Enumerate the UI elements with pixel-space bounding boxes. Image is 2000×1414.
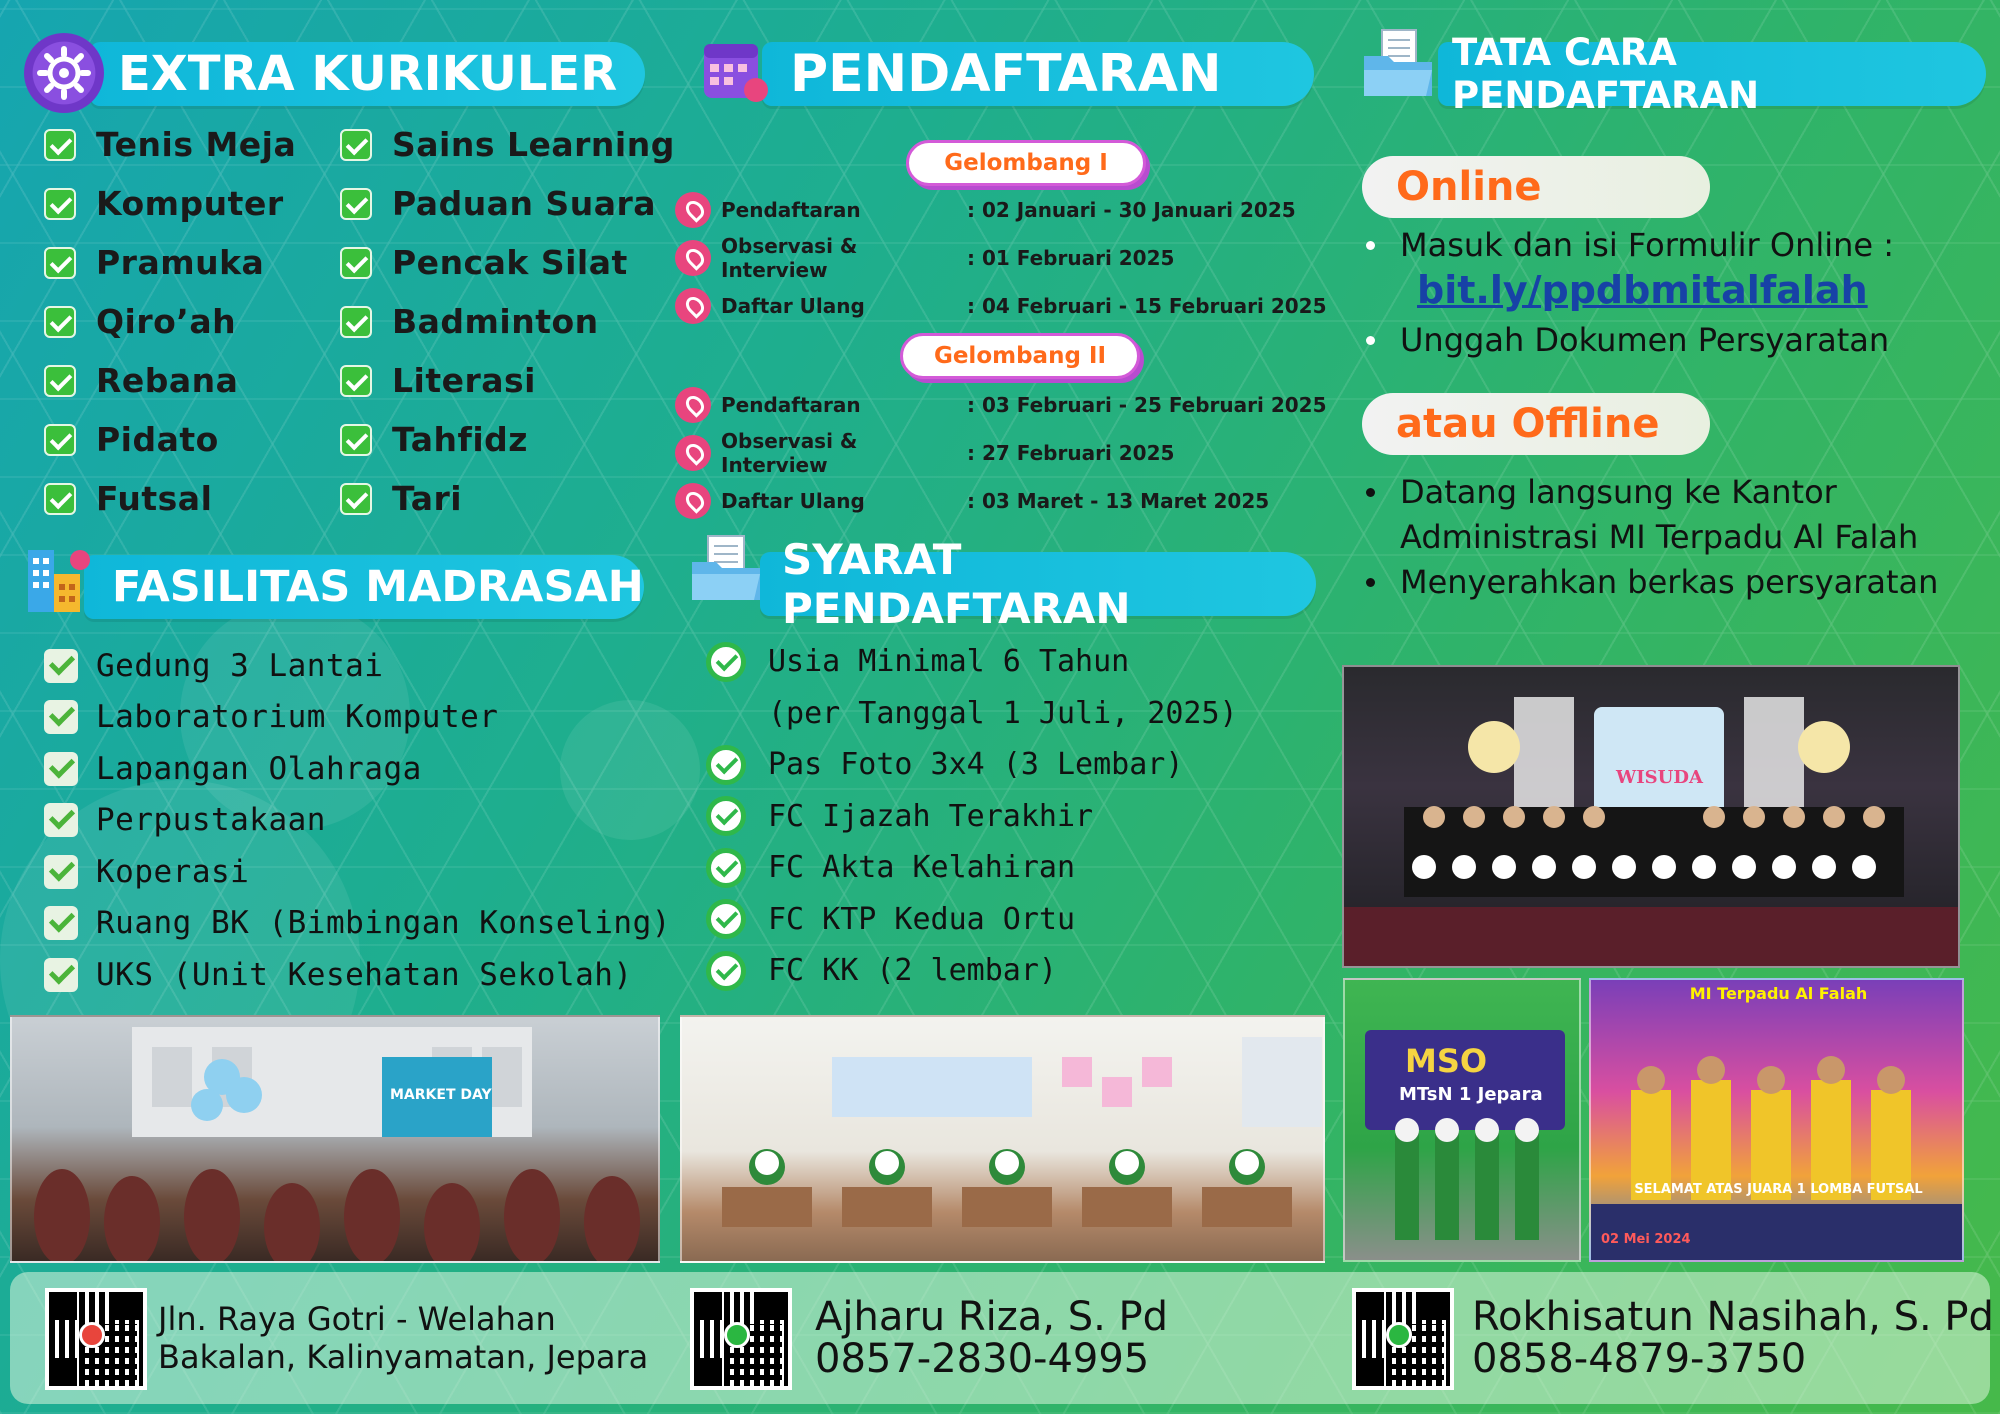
list-item — [340, 351, 675, 410]
check-circle-icon — [706, 745, 746, 785]
check-icon — [44, 649, 78, 683]
check-icon — [44, 188, 76, 220]
futsal-award-photo — [1589, 978, 1964, 1262]
check-icon — [340, 306, 372, 338]
schedule-row — [675, 234, 1327, 282]
schedule-value: : 04 Februari - 15 Februari 2025 — [967, 294, 1327, 318]
schedule-value: : 03 Februari - 25 Februari 2025 — [967, 393, 1327, 417]
futsal-date: 02 Mei 2024 — [1601, 1232, 1691, 1247]
online-steps-2 — [1360, 318, 1980, 363]
address-line-2: Bakalan, Kalinyamatan, Jepara — [158, 1338, 649, 1376]
check-circle-icon — [706, 796, 746, 836]
item-label: Literasi — [392, 361, 536, 400]
schedule-row — [675, 186, 1327, 234]
gear-icon — [24, 33, 104, 113]
check-icon — [44, 855, 78, 889]
online-label: Online — [1362, 156, 1710, 218]
whatsapp-icon — [1386, 1322, 1412, 1348]
item-label: Koperasi — [96, 853, 250, 890]
schedule-row — [675, 429, 1327, 477]
wave-2-schedule — [675, 381, 1327, 525]
wisuda-banner: WISUDA — [1616, 767, 1703, 788]
syarat-title: SYARAT PENDAFTARAN — [760, 552, 1316, 616]
list-item — [706, 791, 1238, 843]
item-label: Badminton — [392, 302, 599, 341]
check-icon — [44, 803, 78, 837]
check-icon — [340, 188, 372, 220]
check-icon — [340, 129, 372, 161]
schedule-value: : 03 Maret - 13 Maret 2025 — [967, 489, 1270, 513]
schedule-label: Pendaftaran — [721, 393, 861, 417]
item-label: Usia Minimal 6 Tahun — [768, 644, 1130, 680]
item-label: Futsal — [96, 479, 213, 518]
schedule-value: : 01 Februari 2025 — [967, 246, 1175, 270]
item-label: Pencak Silat — [392, 243, 628, 282]
item-label: Komputer — [96, 184, 284, 223]
syarat-list — [706, 636, 1238, 997]
pin-icon — [675, 192, 711, 228]
list-item — [44, 351, 296, 410]
offline-label: atau Offline — [1362, 393, 1710, 455]
contact-1 — [815, 1296, 1168, 1380]
list-item: Masuk dan isi Formulir Online : — [1360, 223, 1980, 268]
schedule-label: Observasi & Interview — [721, 234, 858, 282]
fasilitas-list — [44, 640, 671, 1001]
list-item — [340, 115, 675, 174]
list-item — [44, 292, 296, 351]
list-item — [340, 410, 675, 469]
online-steps — [1360, 223, 1980, 268]
registration-link[interactable]: bit.ly/ppdbmitalfalah — [1417, 268, 1868, 312]
check-circle-icon — [706, 848, 746, 888]
fasilitas-title: FASILITAS MADRASAH — [84, 555, 644, 619]
check-circle-icon — [706, 642, 746, 682]
graduation-photo — [1342, 665, 1960, 968]
item-label: Perpustakaan — [96, 802, 326, 839]
schedule-label: Pendaftaran — [721, 198, 861, 222]
schedule-row — [675, 381, 1327, 429]
wave-1-schedule — [675, 186, 1327, 330]
check-icon — [44, 483, 76, 515]
wave-2-label: Gelombang II — [900, 333, 1140, 379]
offline-steps — [1360, 470, 1980, 605]
document-folder-icon — [1358, 26, 1438, 106]
list-item — [44, 469, 296, 528]
list-item — [340, 233, 675, 292]
item-label: FC Ijazah Terakhir — [768, 798, 1094, 834]
futsal-banner: SELAMAT ATAS JUARA 1 LOMBA FUTSAL — [1634, 1182, 1923, 1197]
check-icon — [44, 365, 76, 397]
item-label: (per Tanggal 1 Juli, 2025) — [768, 695, 1238, 731]
check-icon — [340, 247, 372, 279]
list-item — [706, 739, 1238, 791]
list-item — [44, 949, 671, 1001]
list-item — [340, 292, 675, 351]
address — [158, 1300, 648, 1376]
list-item — [340, 174, 675, 233]
check-circle-icon — [706, 951, 746, 991]
contact-2-phone[interactable]: 0858-4879-3750 — [1472, 1336, 1807, 1382]
folder-icon — [686, 530, 766, 610]
calendar-icon — [694, 30, 774, 110]
item-label: Pas Foto 3x4 (3 Lembar) — [768, 747, 1184, 783]
schedule-row — [675, 477, 1327, 525]
market-day-banner: MARKET DAY — [390, 1087, 492, 1103]
whatsapp-icon — [724, 1322, 750, 1348]
extra-list-right — [340, 115, 675, 528]
list-item — [340, 469, 675, 528]
item-label: UKS (Unit Kesehatan Sekolah) — [96, 956, 633, 993]
list-item — [44, 692, 671, 744]
check-icon — [340, 483, 372, 515]
item-label: Laboratorium Komputer — [96, 699, 499, 736]
pin-icon — [675, 435, 711, 471]
item-label: Tenis Meja — [96, 125, 297, 164]
list-item: Unggah Dokumen Persyaratan — [1360, 318, 1980, 363]
schedule-value: : 27 Februari 2025 — [967, 441, 1175, 465]
pin-icon — [675, 240, 711, 276]
futsal-school-name: MI Terpadu Al Falah — [1689, 984, 1868, 1003]
wave-1-label: Gelombang I — [906, 140, 1146, 186]
qr-code-contact-2[interactable] — [1352, 1288, 1454, 1390]
item-label: Rebana — [96, 361, 239, 400]
list-item — [706, 842, 1238, 894]
list-item — [44, 410, 296, 469]
mso-badge: MSO — [1405, 1042, 1488, 1080]
contact-2 — [1472, 1296, 1994, 1380]
item-label: FC KTP Kedua Ortu — [768, 901, 1076, 937]
list-item: Datang langsung ke Kantor Administrasi MI Terpadu Al Falah — [1360, 470, 1980, 560]
list-item — [706, 894, 1238, 946]
qr-code-contact-1[interactable] — [690, 1288, 792, 1390]
item-label: Sains Learning — [392, 125, 675, 164]
check-icon — [44, 424, 76, 456]
list-item — [44, 174, 296, 233]
item-label: FC Akta Kelahiran — [768, 850, 1076, 886]
schedule-label: Observasi & Interview — [721, 429, 858, 477]
item-label: Ruang BK (Bimbingan Konseling) — [96, 905, 671, 942]
item-label: Gedung 3 Lantai — [96, 647, 384, 684]
check-icon — [44, 958, 78, 992]
extra-title: EXTRA KURIKULER — [90, 42, 645, 106]
item-label: Qiro’ah — [96, 302, 237, 341]
check-icon — [340, 424, 372, 456]
list-item — [44, 233, 296, 292]
list-item — [44, 743, 671, 795]
contact-1-phone[interactable]: 0857-2830-4995 — [815, 1336, 1150, 1382]
item-label: Tari — [392, 479, 463, 518]
science-olympiad-photo — [1343, 978, 1581, 1262]
market-day-photo — [10, 1015, 660, 1263]
location-pin-icon — [79, 1322, 105, 1348]
address-line-1: Jln. Raya Gotri - Welahan — [158, 1300, 556, 1338]
check-icon — [44, 306, 76, 338]
check-icon — [340, 365, 372, 397]
schedule-row — [675, 282, 1327, 330]
qr-code-address[interactable] — [45, 1288, 147, 1390]
extra-list-left — [44, 115, 296, 528]
schedule-value: : 02 Januari - 30 Januari 2025 — [967, 198, 1296, 222]
item-label: FC KK (2 lembar) — [768, 953, 1057, 989]
list-item — [706, 945, 1238, 997]
item-label: Pramuka — [96, 243, 265, 282]
pin-icon — [675, 288, 711, 324]
check-icon — [44, 700, 78, 734]
list-item — [44, 846, 671, 898]
check-circle-icon — [706, 899, 746, 939]
list-item — [44, 898, 671, 950]
item-label: Pidato — [96, 420, 219, 459]
check-icon — [44, 247, 76, 279]
classroom-photo — [680, 1015, 1325, 1263]
list-item — [44, 795, 671, 847]
contact-2-name: Rokhisatun Nasihah, S. Pd — [1472, 1294, 1994, 1340]
list-item — [706, 636, 1238, 688]
tata-cara-title: TATA CARA PENDAFTARAN — [1438, 42, 1986, 106]
list-item — [44, 115, 296, 174]
building-icon — [14, 540, 94, 620]
pin-icon — [675, 387, 711, 423]
item-label: Tahfidz — [392, 420, 529, 459]
list-item — [44, 640, 671, 692]
pendaftaran-title: PENDAFTARAN — [762, 42, 1314, 106]
check-icon — [44, 906, 78, 940]
check-icon — [44, 752, 78, 786]
contact-1-name: Ajharu Riza, S. Pd — [815, 1294, 1169, 1340]
pin-icon — [675, 483, 711, 519]
item-label: Lapangan Olahraga — [96, 750, 422, 787]
mso-subtitle: MTsN 1 Jepara — [1399, 1084, 1543, 1105]
list-item — [706, 688, 1238, 740]
schedule-label: Daftar Ulang — [721, 294, 865, 318]
schedule-label: Daftar Ulang — [721, 489, 865, 513]
list-item: Menyerahkan berkas persyaratan — [1360, 560, 1980, 605]
check-icon — [44, 129, 76, 161]
item-label: Paduan Suara — [392, 184, 657, 223]
